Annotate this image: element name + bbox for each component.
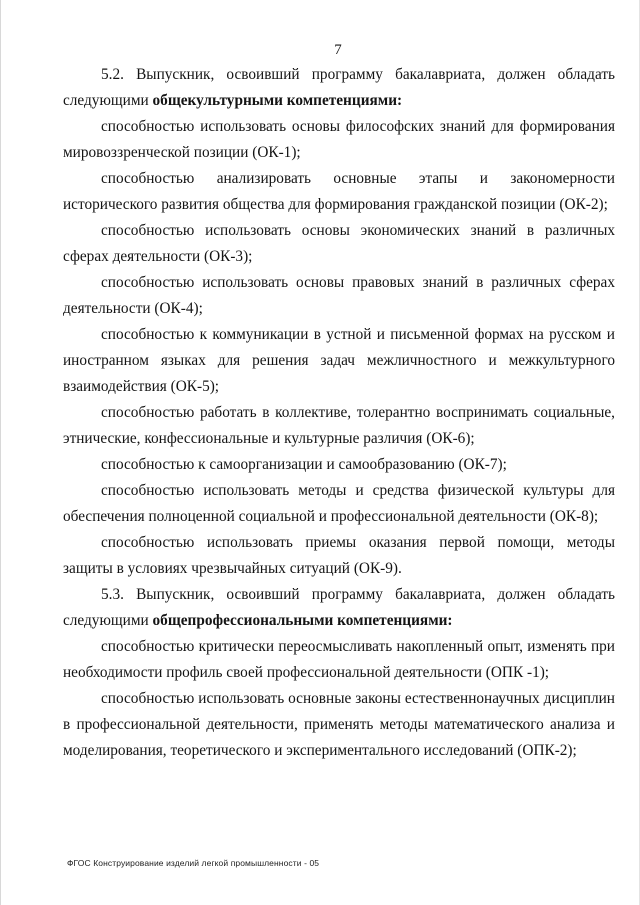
section-5-3-heading-bold: общепрофессиональными компетенциями: [152,612,453,629]
section-5-3-intro-text: 5.3. Выпускник, освоивший программу бакалавриата, должен обладать следующими [63,586,615,629]
section-5-2-intro-text: 5.2. Выпускник, освоивший программу бакалавриата, должен обладать следующими [63,66,615,109]
document-body [63,62,615,764]
competency-ok-7: способностью к самоорганизации и самообразованию (ОК-7); [101,456,507,473]
competency-opk-2: способностью использовать основные законы естественнонаучных дисциплин в профессиональной деятельности, применять методы математического анализа и моделирования, теоретического и экспериментального исследований (ОПК-2); [63,690,615,759]
competency-ok-8: способностью использовать методы и средства физической культуры для обеспечения полноценной социальной и профессиональной деятельности (ОК-8); [63,482,615,525]
competency-ok-3: способностью использовать основы экономических знаний в различных сферах деятельности (ОК-3); [63,222,615,265]
competency-ok-2: способностью анализировать основные этапы и закономерности исторического развития общества для формирования гражданской позиции (ОК-2); [63,170,615,213]
competency-ok-4: способностью использовать основы правовых знаний в различных сферах деятельности (ОК-4); [63,274,615,317]
competency-ok-9: способностью использовать приемы оказания первой помощи, методы защиты в условиях чрезвычайных ситуаций (ОК-9). [63,534,615,577]
competency-opk-1: способностью критически переосмысливать накопленный опыт, изменять при необходимости профиль своей профессиональной деятельности (ОПК -1); [63,638,615,681]
competency-ok-5: способностью к коммуникации в устной и письменной формах на русском и иностранном языках для решения задач межличностного и межкультурного взаимодействия (ОК-5); [63,326,615,395]
section-5-3-intro [63,582,615,634]
document-footer: ФГОС Конструирование изделий легкой промышленности - 05 [67,858,320,868]
competency-ok-1: способностью использовать основы философских знаний для формирования мировоззренческой позиции (ОК-1); [63,118,615,161]
section-5-2-intro [63,62,615,114]
competency-ok-6: способностью работать в коллективе, толерантно воспринимать социальные, этнические, конфессиональные и культурные различия (ОК-6); [63,404,615,447]
section-5-2-heading-bold: общекультурными компетенциями: [152,92,403,109]
page-number: 7 [334,42,342,58]
